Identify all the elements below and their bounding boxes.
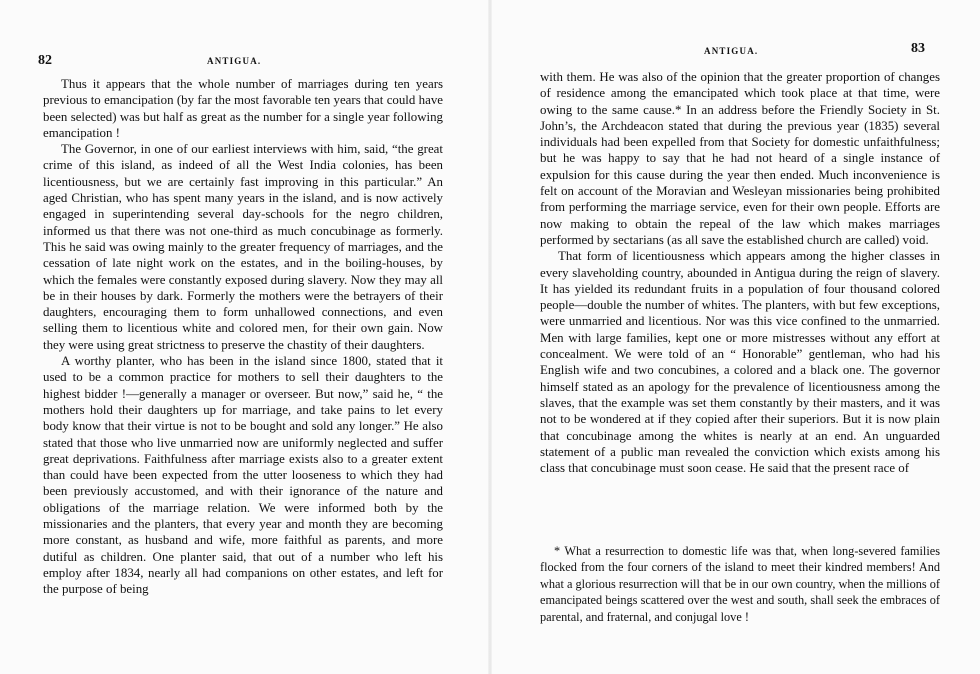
left-page-body <box>43 76 443 598</box>
left-paragraph-2: The Governor, in one of our earliest interviews with him, said, “the great crime of this island, as indeed of all the West India colonies, has been licentiousness, but we are certainly fast improving in this particular.” An aged Christian, who has spent many years in the island, and is now actively engaged in superintending several day-schools for the negro children, informed us that there was not one-third as much concubinage as formerly. This he said was owing mainly to the greater frequency of marriages, and the cessation of late night work on the estates, and in the boiling-houses, by which the females were constantly exposed during slavery. Now they may all be in their houses by dark. Formerly the mothers were the betrayers of their daughters, encouraging them to form unhallowed connections, and even selling them to licentious white and colored men, for their own gain. Now they were using great strictness to preserve the chastity of their daughters. <box>43 142 443 352</box>
left-running-head: ANTIGUA. <box>207 56 262 66</box>
footnote-text: * What a resurrection to domestic life was that, when long-severed families flocked from the four corners of the island to meet their kindred members! And what a glorious resurrection will that be in our own country, when the millions of emancipated beings scattered over the west and south, shall seek the embraces of parental, and fraternal, and conjugal love ! <box>540 544 940 624</box>
right-page-number: 83 <box>911 41 925 56</box>
right-page <box>490 0 980 674</box>
right-paragraph-2: That form of licentiousness which appears among the higher classes in every slaveholding country, abounded in Antigua during the reign of slavery. It has yielded its redundant fruits in a population of four thousand colored people—double the number of whites. The planters, with but few exceptions, were unmarried and licentious. Nor was this vice confined to the unmarried. Men with large families, kept one or more mistresses without any effort at concealment. We were told of an “ Honorable” gentleman, who had his English wife and two concubines, a colored and a black one. The governor himself stated as an apology for the prevalence of licentiousness among the slaves, that the example was set them constantly by their masters, and it was not to be wondered at if they copied after their superiors. But it is now plain that concubinage among the whites is nearly at an end. An unguarded statement of a public man revealed the conviction which exists among his class that concubinage must soon cease. He said that the present race of <box>540 249 940 476</box>
left-paragraph-3: A worthy planter, who has been in the island since 1800, stated that it used to be a common practice for mothers to sell their daughters to the highest bidder !—generally a manager or overseer. But now,” said he, “ the mothers hold their daughters up for marriage, and take pains to let every body know that their virtue is not to be bought and sold any longer.” He also stated that those who live unmarried now are uniformly neglected and suffer great deprivations. Faithfulness after marriage exists also to a greater extent than could have been expected from the utter looseness to which they had been previously accustomed, and with their ignorance of the nature and obligations of the marriage relation. We were informed both by the missionaries and the planters, that every year and month they are becoming more constant, as husband and wife, more faithful as parents, and more dutiful as children. One planter said, that out of a number who left his employ after 1834, nearly all had companions on other estates, and left for the purpose of being <box>43 354 443 597</box>
left-paragraph-1: Thus it appears that the whole number of marriages during ten years previous to emancipation (by far the most favorable ten years that could have been selected) was but half as great as the number for a single year following emancipation ! <box>43 77 443 140</box>
right-running-head: ANTIGUA. <box>704 46 759 56</box>
right-footnote <box>540 543 940 625</box>
right-paragraph-1: with them. He was also of the opinion that the greater proportion of changes of residence among the emancipated which took place at that time, were owing to the same cause.* In an address before the Friendly Society in St. John’s, the Archdeacon stated that during the previous year (1835) several individuals had been expelled from that Society for domestic unfaithfulness; but he was happy to say that he had not heard of a single instance of expulsion for this cause during the year then ended. Much inconvenience is felt on account of the Moravian and Wesleyan missionaries being prohibited from performing the marriage service, even for their own people. Efforts are now making to obtain the repeal of the law which makes marriages performed by sectarians (as all save the established church are called) void. <box>540 70 940 247</box>
right-page-body <box>540 69 940 476</box>
left-page-number: 82 <box>38 53 52 68</box>
